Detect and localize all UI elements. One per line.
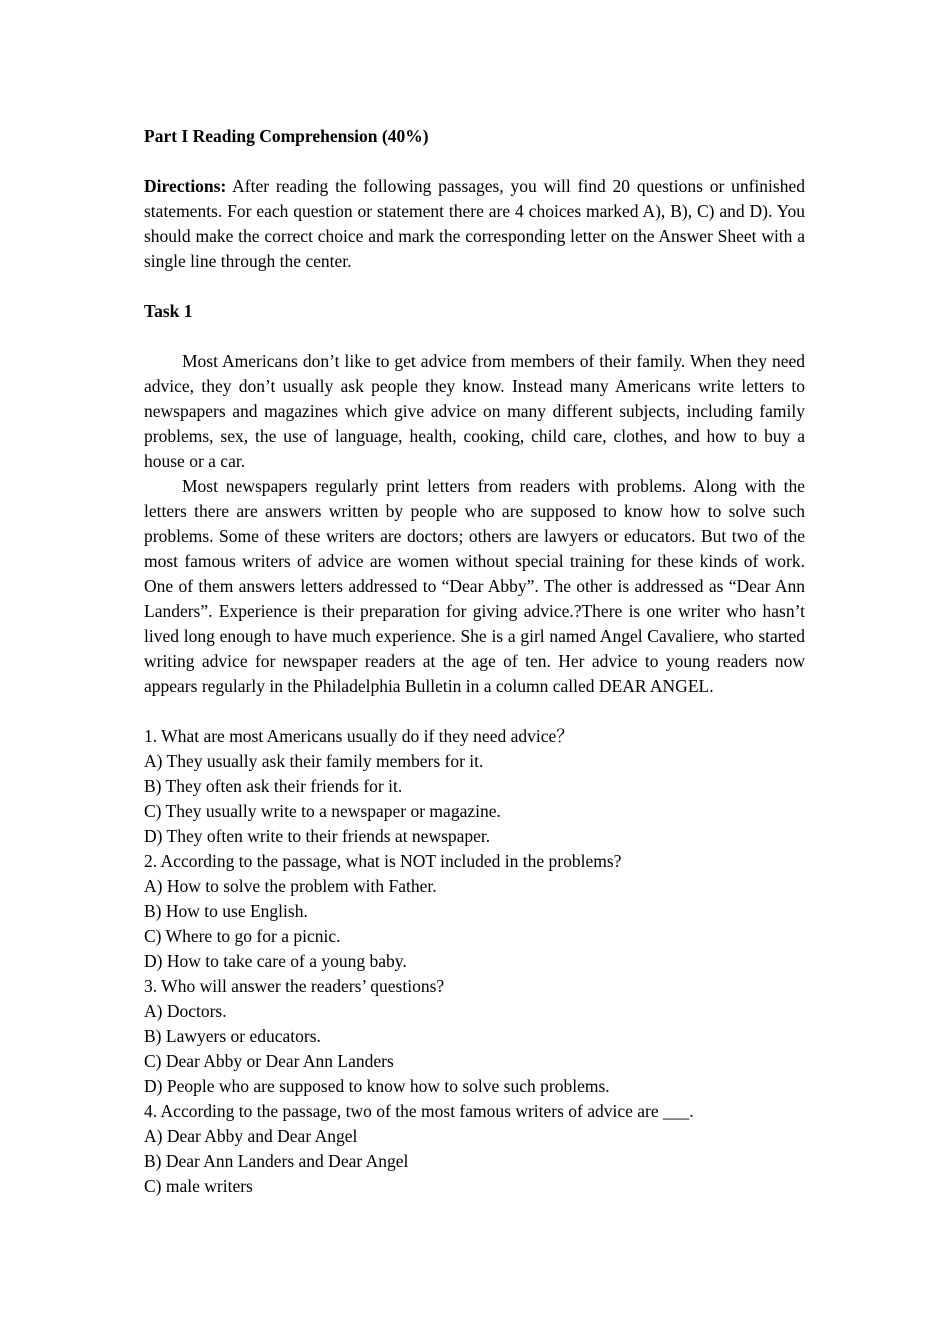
answer-option: C) Dear Abby or Dear Ann Landers: [144, 1051, 394, 1071]
question-item-4: [144, 1099, 805, 1199]
document-page: [144, 124, 805, 1199]
answer-option: D) They often write to their friends at newspaper.: [144, 826, 491, 846]
answer-option: D) How to take care of a young baby.: [144, 951, 407, 971]
question-text: 3. Who will answer the readers’ questions?: [144, 976, 445, 996]
answer-option: C) Where to go for a picnic.: [144, 926, 341, 946]
passage-paragraph-1: Most Americans don’t like to get advice from members of their family. When they need advice, they don’t usually ask people they know. Instead many Americans write letters to newspapers and magazines which give advice on many different subjects, including family problems, sex, the use of language, health, cooking, child care, clothes, and how to buy a house or a car.: [144, 351, 805, 471]
answer-option: B) Lawyers or educators.: [144, 1026, 321, 1046]
question-text: 4. According to the passage, two of the most famous writers of advice are ___.: [144, 1101, 694, 1121]
answer-option: A) Dear Abby and Dear Angel: [144, 1126, 358, 1146]
answer-option: A) How to solve the problem with Father.: [144, 876, 437, 896]
question-item-1: [144, 724, 805, 849]
question-list: [144, 724, 805, 1199]
directions-text: After reading the following passages, you will find 20 questions or unfinished statements. For each question or statement there are 4 choices marked A), B), C) and D). You should make the correct choice and mark the corresponding letter on the Answer Sheet with a single line through the center.: [144, 176, 805, 271]
answer-option: B) How to use English.: [144, 901, 308, 921]
directions-paragraph: [144, 174, 805, 274]
answer-option: D) People who are supposed to know how to solve such problems.: [144, 1076, 610, 1096]
reading-passage: [144, 349, 805, 699]
answer-option: A) They usually ask their family members for it.: [144, 751, 484, 771]
passage-paragraph-2: Most newspapers regularly print letters from readers with problems. Along with the letters there are answers written by people who are supposed to know how to solve such problems. Some of these writers are doctors; others are lawyers or educators. But two of the most famous writers of advice are women without special training for these kinds of work. One of them answers letters addressed to “Dear Abby”. The other is addressed as “Dear Ann Landers”. Experience is their preparation for giving advice.?There is one writer who hasn’t lived long enough to have much experience. She is a girl named Angel Cavaliere, who started writing advice for newspaper readers at the age of ten. Her advice to young readers now appears regularly in the Philadelphia Bulletin in a column called DEAR ANGEL.: [144, 476, 805, 696]
task-title: Task 1: [144, 301, 193, 321]
answer-option: B) They often ask their friends for it.: [144, 776, 403, 796]
answer-option: C) male writers: [144, 1176, 253, 1196]
question-text: 1. What are most Americans usually do if they need advice？: [144, 726, 574, 746]
question-item-2: [144, 849, 805, 974]
answer-option: C) They usually write to a newspaper or magazine.: [144, 801, 501, 821]
section-heading: Part I Reading Comprehension (40%): [144, 126, 429, 146]
answer-option: A) Doctors.: [144, 1001, 227, 1021]
question-item-3: [144, 974, 805, 1099]
directions-label: Directions:: [144, 176, 227, 196]
question-text: 2. According to the passage, what is NOT included in the problems?: [144, 851, 622, 871]
answer-option: B) Dear Ann Landers and Dear Angel: [144, 1151, 409, 1171]
